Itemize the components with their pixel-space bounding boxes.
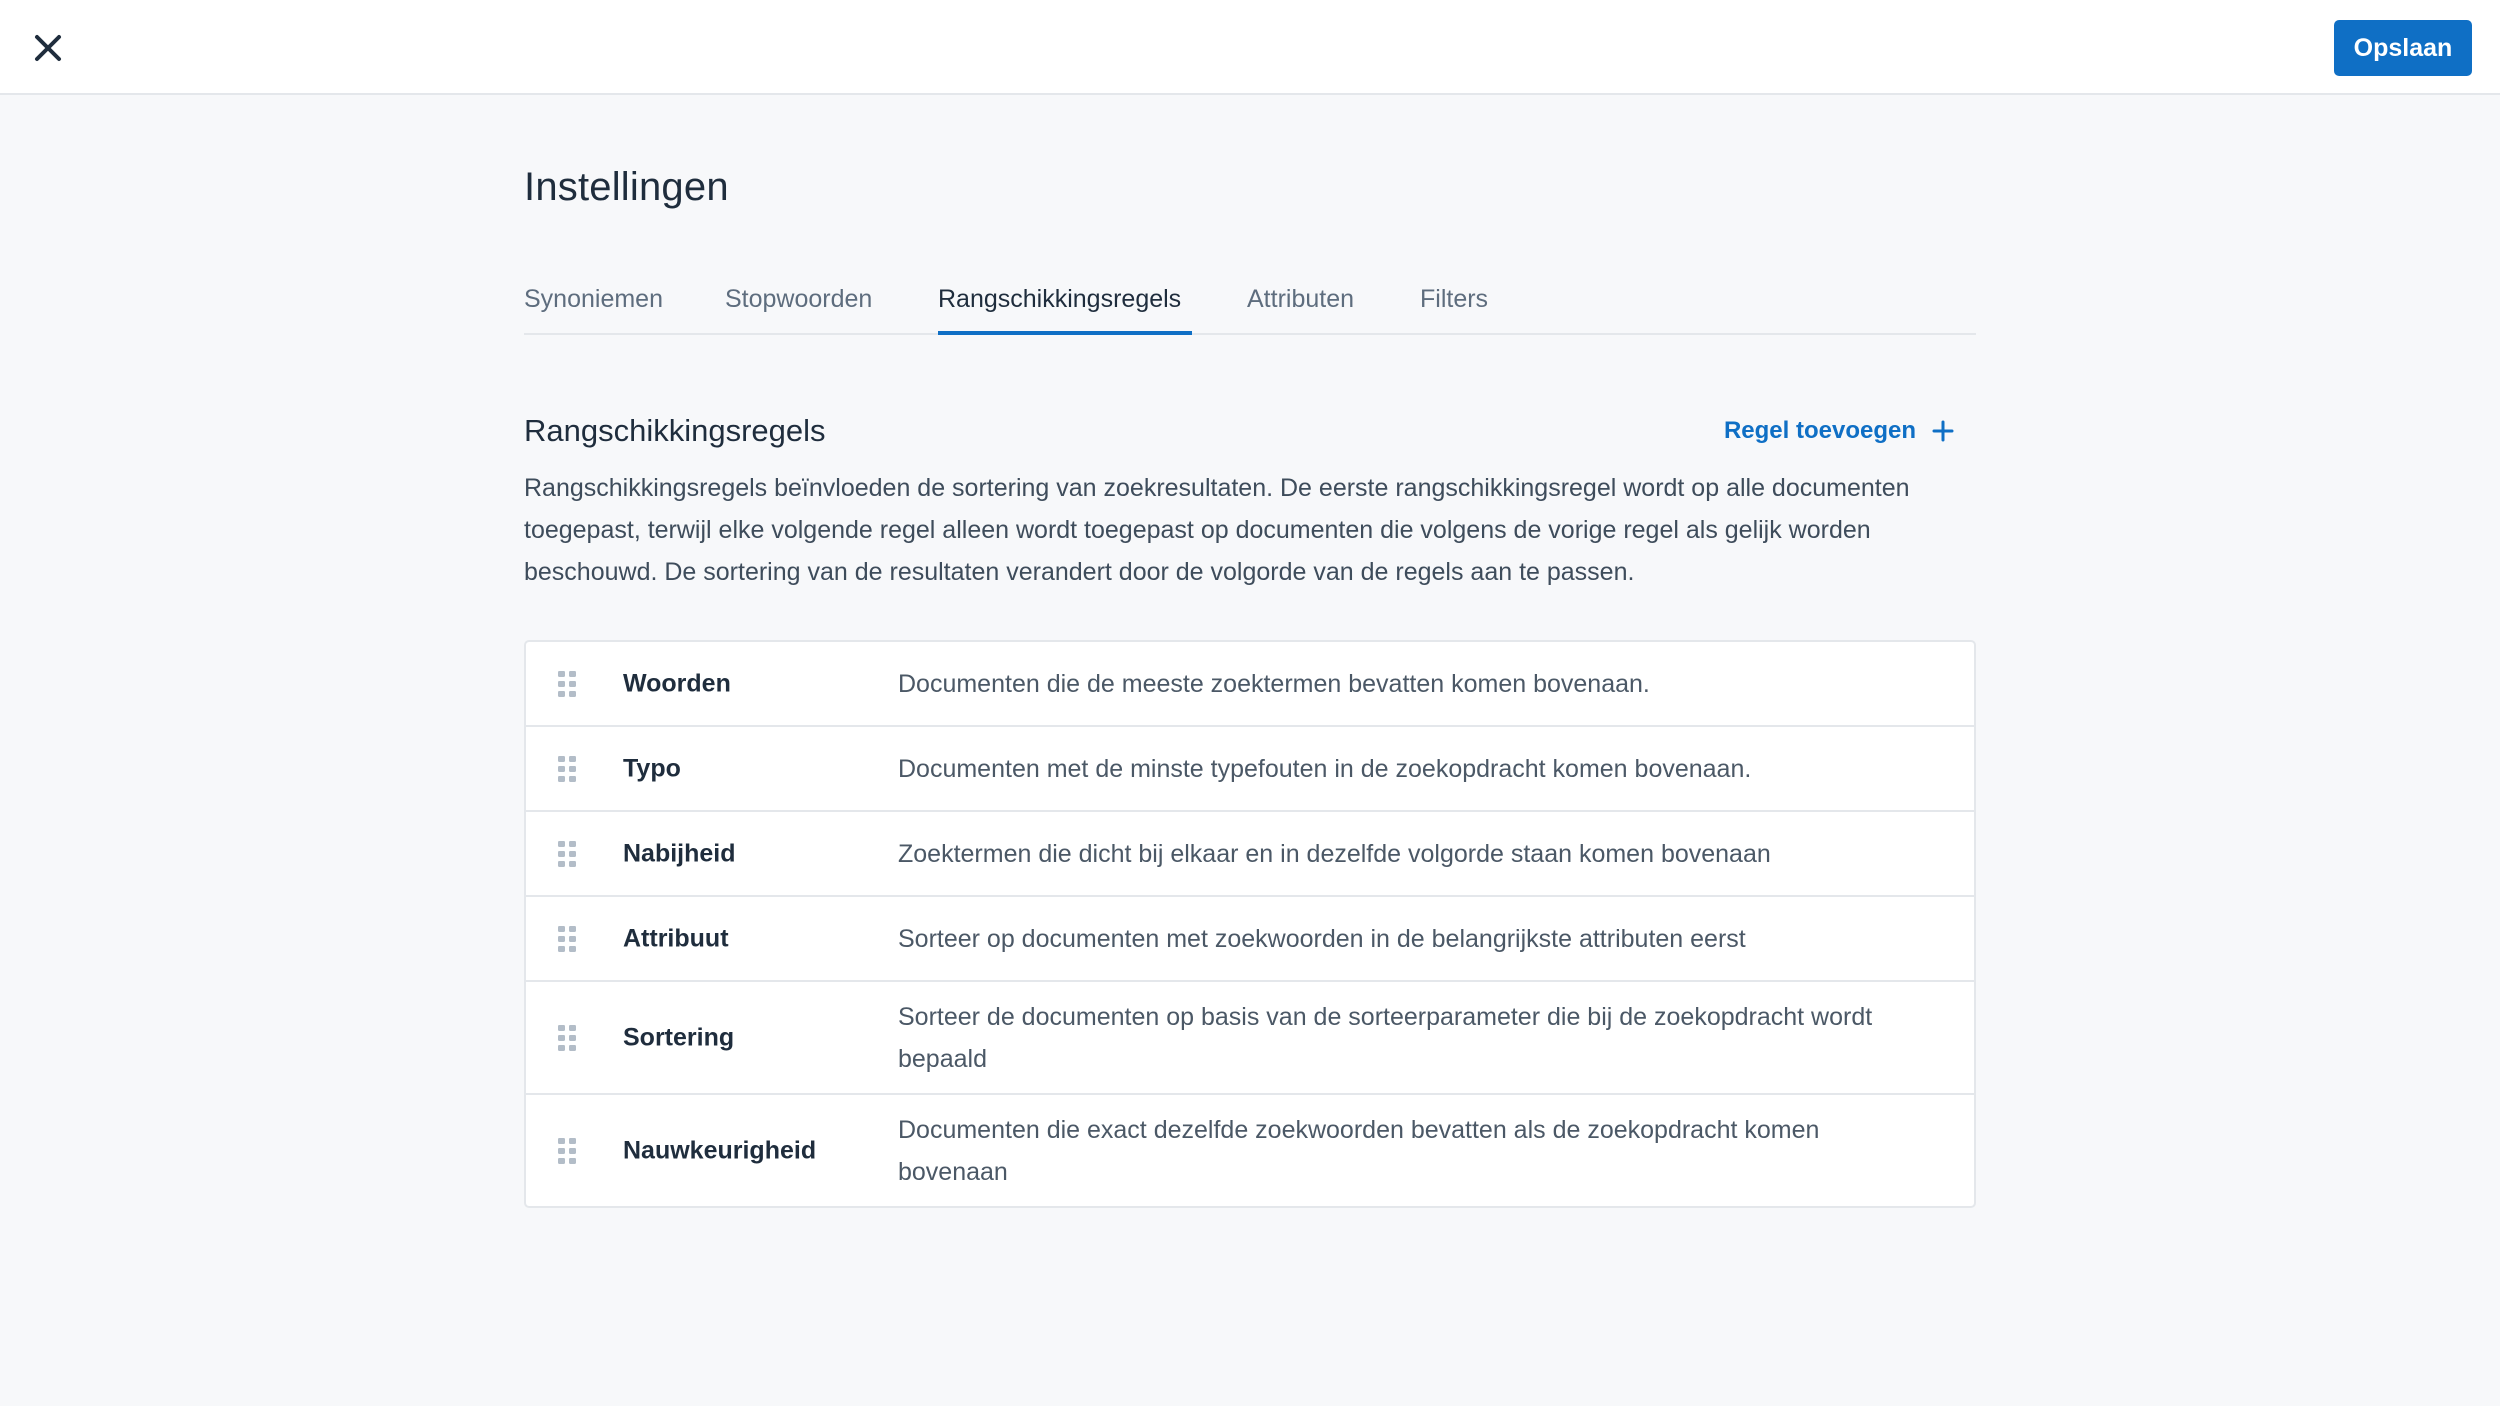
tab-label: Stopwoorden [725,285,873,313]
add-rule-label: Regel toevoegen [1723,417,1916,444]
plus-icon [1932,420,1954,442]
tab-label: Filters [1420,285,1489,313]
tab-synoniemen[interactable] [524,280,670,335]
rule-name: Nabijheid [623,839,736,867]
rule-name: Sortering [623,1023,735,1051]
list-item[interactable] [526,1095,1974,1206]
tab-stopwoorden[interactable] [725,280,927,335]
tab-label: Synoniemen [524,285,663,313]
list-item[interactable] [526,812,1974,897]
drag-handle-icon[interactable] [558,841,578,867]
rule-description: Sorteer op documenten met zoekwoorden in de belangrijkste attributen eerst [898,924,1746,953]
list-item[interactable] [526,727,1974,812]
rule-description: Documenten die exact dezelfde zoekwoorden bevatten als de zoekopdracht komen bovenaan [898,1115,1820,1186]
section-description: Rangschikkingsregels beïnvloeden de sortering van zoekresultaten. De eerste rangschikkingsregel wordt op alle documenten toegepast, terwijl elke volgende regel alleen wordt toegepast op documenten die volgens de vorige regel als gelijk worden beschouwd. De sortering van de resultaten verandert door de volgorde van de regels aan te passen. [524,474,1910,586]
rule-description: Documenten met de minste typefouten in de zoekopdracht komen bovenaan. [898,754,1752,783]
tab-bar [524,280,1976,335]
tab-rangschikkingsregels[interactable] [938,280,1192,335]
drag-handle-icon[interactable] [558,926,578,952]
page-title: Instellingen [524,165,729,209]
tab-attributen[interactable] [1247,280,1365,335]
rule-description: Sorteer de documenten op basis van de sorteerparameter die bij de zoekopdracht wordt bepaald [898,1002,1873,1073]
list-item[interactable] [526,897,1974,982]
top-bar [0,0,2500,95]
add-rule-button[interactable] [1724,417,1954,445]
rule-description: Zoektermen die dicht bij elkaar en in dezelfde volgorde staan komen bovenaan [898,839,1771,868]
tab-label: Rangschikkingsregels [938,285,1182,313]
rule-name: Attribuut [623,924,729,952]
rule-name: Typo [623,754,681,782]
drag-handle-icon[interactable] [558,1138,578,1164]
save-button[interactable]: Opslaan [2334,20,2472,76]
close-icon[interactable] [28,28,68,68]
ranking-rules-list [524,640,1976,1208]
rule-name: Nauwkeurigheid [623,1136,817,1164]
tab-label: Attributen [1247,285,1355,313]
drag-handle-icon[interactable] [558,671,578,697]
drag-handle-icon[interactable] [558,1025,578,1051]
list-item[interactable] [526,642,1974,727]
list-item[interactable] [526,982,1974,1095]
tab-filters[interactable] [1420,280,1496,335]
drag-handle-icon[interactable] [558,756,578,782]
rule-name: Woorden [623,669,731,697]
section-title: Rangschikkingsregels [524,413,826,448]
rule-description: Documenten die de meeste zoektermen bevatten komen bovenaan. [898,669,1650,698]
